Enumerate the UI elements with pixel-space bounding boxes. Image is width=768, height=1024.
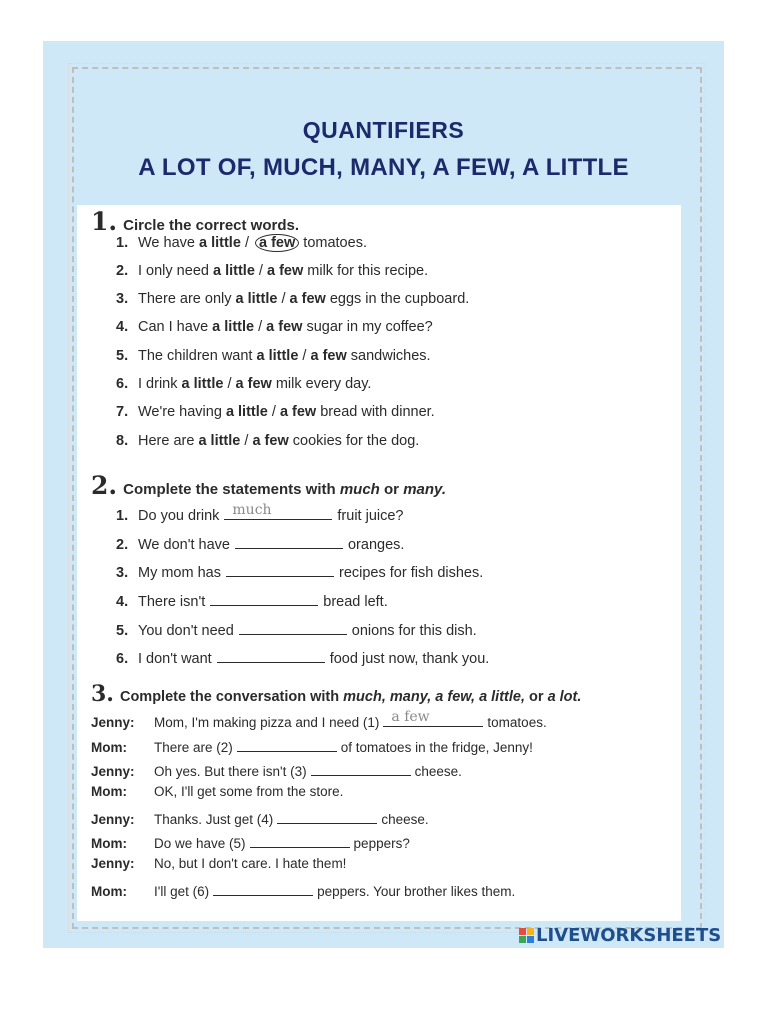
- item-prefix: I drink: [138, 376, 178, 392]
- option-a-few[interactable]: a few: [310, 348, 347, 364]
- item-number: 1.: [116, 508, 129, 524]
- section-3-number: 3.: [91, 681, 114, 707]
- section-1-instruction: Circle the correct words.: [123, 217, 300, 234]
- circle-item: [116, 376, 371, 392]
- item-number: 4.: [116, 319, 129, 335]
- line-prefix: Do we have (5): [154, 836, 246, 851]
- item-suffix: bread with dinner.: [320, 404, 435, 420]
- option-a-little[interactable]: a little: [181, 376, 224, 392]
- line-prefix: I'll get (6): [154, 884, 210, 899]
- answer-text: much: [232, 502, 272, 518]
- section-3-word-list: much, many, a few, a little,: [343, 689, 525, 705]
- item-prefix: There isn't: [138, 594, 206, 610]
- option-separator: /: [258, 319, 263, 335]
- conversation-line: [91, 711, 547, 730]
- speaker-name: Jenny:: [91, 715, 135, 730]
- section-3-word-alot: a lot.: [547, 689, 582, 705]
- item-suffix: eggs in the cupboard.: [329, 291, 470, 307]
- item-suffix: cookies for the dog.: [292, 433, 420, 449]
- item-number: 1.: [116, 235, 129, 251]
- speaker-name: Mom:: [91, 836, 127, 851]
- conversation-line: [91, 808, 429, 827]
- section-2-or: or: [384, 481, 400, 498]
- item-suffix: sugar in my coffee?: [306, 319, 433, 335]
- fill-item: [116, 646, 489, 667]
- item-number: 5.: [116, 348, 129, 364]
- section-3-heading: [91, 681, 581, 707]
- item-text: [138, 618, 477, 639]
- section-3-or: or: [529, 689, 544, 705]
- item-text: [138, 503, 404, 524]
- item-text: [138, 376, 371, 392]
- option-a-little[interactable]: a little: [212, 319, 255, 335]
- item-prefix: My mom has: [138, 565, 221, 581]
- option-a-few[interactable]: a few: [289, 291, 326, 307]
- item-number: 4.: [116, 594, 129, 610]
- item-text: [138, 235, 367, 251]
- section-2-word-much: much: [339, 481, 380, 498]
- item-prefix: We have: [138, 235, 195, 251]
- item-number: 7.: [116, 404, 129, 420]
- item-text: [138, 646, 489, 667]
- conversation-line: [91, 736, 533, 755]
- option-a-little[interactable]: a little: [225, 404, 268, 420]
- line-prefix: Mom, I'm making pizza and I need (1): [154, 715, 380, 730]
- item-suffix: oranges.: [347, 537, 405, 553]
- item-text: [138, 560, 483, 581]
- speaker-name: Jenny:: [91, 856, 135, 871]
- circle-item: [116, 319, 433, 335]
- item-text: [138, 589, 388, 610]
- section-1-heading: [91, 207, 299, 236]
- brand-logo-icon: [519, 928, 534, 943]
- item-prefix: Do you drink: [138, 508, 220, 524]
- option-a-little[interactable]: a little: [198, 433, 241, 449]
- option-separator: /: [244, 433, 249, 449]
- item-suffix: tomatoes.: [303, 235, 367, 251]
- item-prefix: There are only: [138, 291, 232, 307]
- item-prefix: I don't want: [138, 651, 212, 667]
- item-suffix: sandwiches.: [350, 348, 431, 364]
- item-number: 5.: [116, 623, 129, 639]
- option-a-few[interactable]: a few: [279, 404, 317, 420]
- answer-blank[interactable]: [239, 618, 347, 635]
- option-a-few[interactable]: a few: [252, 433, 289, 449]
- item-prefix: You don't need: [138, 623, 234, 639]
- option-separator: /: [227, 376, 232, 392]
- option-a-few[interactable]: a few: [235, 376, 272, 392]
- liveworksheets-logo[interactable]: [519, 925, 721, 946]
- title-line-1: QUANTIFIERS: [302, 117, 465, 143]
- item-prefix: We don't have: [138, 537, 230, 553]
- line-prefix: There are (2): [154, 740, 233, 755]
- item-number: 6.: [116, 651, 129, 667]
- circle-item: [116, 235, 367, 251]
- brand-name: LIVEWORKSHEETS: [536, 925, 722, 946]
- fill-item: [116, 618, 477, 639]
- fill-item: [116, 589, 388, 610]
- circle-item: [116, 263, 428, 279]
- line-suffix: cheese.: [381, 812, 429, 827]
- item-prefix: We're having: [138, 404, 222, 420]
- answer-blank[interactable]: [383, 711, 483, 727]
- item-number: 3.: [116, 291, 129, 307]
- item-prefix: I only need: [138, 263, 209, 279]
- section-2-number: 2.: [91, 471, 118, 500]
- item-text: [138, 348, 431, 364]
- line-suffix: peppers?: [353, 836, 410, 851]
- circle-item: [116, 348, 431, 364]
- item-number: 2.: [116, 537, 129, 553]
- item-suffix: milk every day.: [275, 376, 372, 392]
- item-suffix: fruit juice?: [337, 508, 404, 524]
- line-prefix: Oh yes. But there isn't (3): [154, 764, 307, 779]
- answer-blank[interactable]: [235, 532, 343, 549]
- circle-item: [116, 404, 435, 420]
- line-suffix: cheese.: [414, 764, 462, 779]
- answer-blank[interactable]: [226, 560, 334, 577]
- option-separator: /: [244, 235, 249, 251]
- item-number: 6.: [116, 376, 129, 392]
- option-a-few[interactable]: a few: [266, 263, 304, 279]
- speaker-name: Mom:: [91, 784, 127, 799]
- line-prefix: No, but I don't care. I hate them!: [154, 856, 347, 871]
- item-text: [138, 433, 419, 449]
- item-prefix: Here are: [138, 433, 195, 449]
- speaker-name: Jenny:: [91, 812, 135, 827]
- item-prefix: The children want: [138, 348, 253, 364]
- worksheet-title: [43, 111, 724, 187]
- item-prefix: Can I have: [138, 319, 209, 335]
- option-a-few-circled[interactable]: a few: [255, 234, 299, 252]
- answer-blank[interactable]: [277, 808, 377, 824]
- answer-blank[interactable]: [237, 736, 337, 752]
- option-separator: /: [302, 348, 307, 364]
- item-text: [138, 532, 404, 553]
- title-line-2: A LOT OF, MUCH, MANY, A FEW, A LITTLE: [138, 154, 629, 181]
- item-text: [138, 404, 435, 420]
- conversation-line: [91, 856, 346, 871]
- fill-item: [116, 560, 483, 581]
- section-2-word-many: many.: [403, 481, 446, 498]
- option-separator: /: [281, 291, 286, 307]
- worksheet-page: [43, 41, 724, 948]
- answer-text: a few: [391, 709, 430, 725]
- item-suffix: milk for this recipe.: [307, 263, 429, 279]
- speaker-name: Mom:: [91, 740, 127, 755]
- conversation-line: [91, 832, 410, 851]
- section-1-number: 1.: [91, 207, 118, 236]
- line-suffix: of tomatoes in the fridge, Jenny!: [340, 740, 533, 755]
- line-suffix: peppers. Your brother likes them.: [317, 884, 516, 899]
- option-a-few[interactable]: a few: [266, 319, 303, 335]
- option-a-little[interactable]: a little: [212, 263, 255, 279]
- item-number: 8.: [116, 433, 129, 449]
- item-suffix: onions for this dish.: [351, 623, 477, 639]
- section-2-heading: [91, 471, 446, 500]
- option-separator: /: [258, 263, 263, 279]
- answer-blank[interactable]: [217, 646, 325, 663]
- item-suffix: food just now, thank you.: [329, 651, 490, 667]
- line-suffix: tomatoes.: [487, 715, 547, 730]
- line-prefix: Thanks. Just get (4): [154, 812, 274, 827]
- item-number: 3.: [116, 565, 129, 581]
- item-text: [138, 263, 428, 279]
- speaker-name: Jenny:: [91, 764, 135, 779]
- answer-blank[interactable]: [224, 503, 332, 520]
- option-a-little[interactable]: a little: [235, 291, 278, 307]
- option-a-little[interactable]: a little: [256, 348, 299, 364]
- item-text: [138, 291, 469, 307]
- conversation-line: [91, 760, 462, 779]
- item-suffix: bread left.: [323, 594, 388, 610]
- answer-blank[interactable]: [250, 832, 350, 848]
- section-2-instruction: Complete the statements with: [123, 481, 336, 498]
- conversation-line: [91, 784, 343, 799]
- item-text: [138, 319, 433, 335]
- item-number: 2.: [116, 263, 129, 279]
- section-3-instruction: Complete the conversation with: [119, 689, 340, 705]
- option-a-little[interactable]: a little: [199, 235, 241, 251]
- conversation-line: [91, 880, 515, 899]
- answer-blank[interactable]: [213, 880, 313, 896]
- line-prefix: OK, I'll get some from the store.: [154, 784, 344, 799]
- item-suffix: recipes for fish dishes.: [339, 565, 484, 581]
- fill-item: [116, 503, 404, 524]
- speaker-name: Mom:: [91, 884, 127, 899]
- fill-item: [116, 532, 404, 553]
- circle-item: [116, 291, 469, 307]
- exercise-panel: [77, 205, 681, 921]
- option-separator: /: [271, 404, 276, 420]
- answer-blank[interactable]: [210, 589, 318, 606]
- circle-item: [116, 433, 419, 449]
- answer-blank[interactable]: [311, 760, 411, 776]
